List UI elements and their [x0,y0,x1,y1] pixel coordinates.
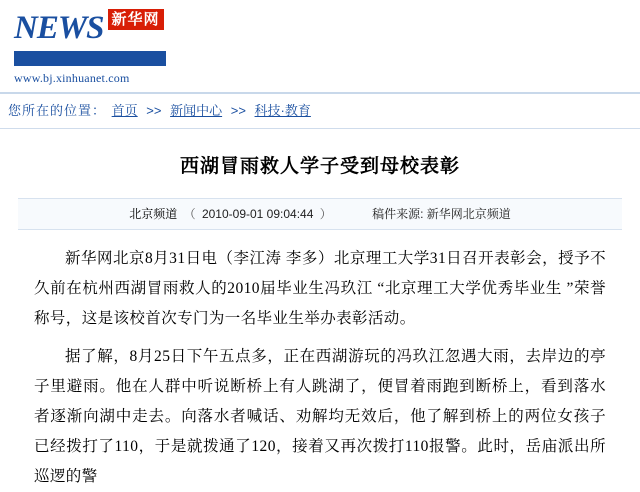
article-title: 西湖冒雨救人学子受到母校表彰 [179,156,460,177]
meta-timestamp: 2010-09-01 09:04:44 [201,207,314,221]
logo-text-cn: 新华网 [108,9,164,30]
article-body [18,230,622,492]
site-url: www.bj.xinhuanet.com [14,71,130,85]
meta-paren-right: ） [319,207,332,221]
logo-row [14,8,166,48]
article-paragraph: 新华网北京8月31日电（李江涛 李多）北京理工大学31日召开表彰会，授予不久前在杭州西湖冒雨救人的2010届毕业生冯玖江 “北京理工大学优秀毕业生 ”荣誉称号，这是该校首次专门为一名毕业生举办表彰活动。 [34,250,606,327]
meta-channel: 北京频道 [129,207,178,221]
breadcrumb-separator-icon: >> [230,103,246,118]
breadcrumb [0,94,640,129]
breadcrumb-item-tech-edu[interactable]: 科技·教育 [254,103,311,118]
site-logo[interactable] [14,8,166,86]
breadcrumb-label: 您所在的位置： [8,103,107,118]
breadcrumb-item-news-center[interactable]: 新闻中心 [170,103,223,118]
logo-text-en: NEWS [14,10,104,46]
article [0,129,640,492]
site-header [0,0,640,94]
meta-paren-left: （ [183,207,196,221]
article-paragraph: 据了解，8月25日下午五点多，正在西湖游玩的冯玖江忽遇大雨，去岸边的亭子里避雨。他在人群中听说断桥上有人跳湖了，便冒着雨跑到断桥上，看到落水者逐渐向湖中走去。向落水者喊话、劝解均无效后，他了解到桥上的两位女孩子已经拨打了110，于是就拨通了120，接着又再次拨打110报警。此时，岳庙派出所巡逻的警 [34,348,606,485]
article-meta-bar [18,198,622,230]
meta-source: 稿件来源: 新华网北京频道 [372,207,511,221]
breadcrumb-separator-icon: >> [146,103,162,118]
logo-underbar [14,51,166,66]
breadcrumb-item-home[interactable]: 首页 [111,103,138,118]
